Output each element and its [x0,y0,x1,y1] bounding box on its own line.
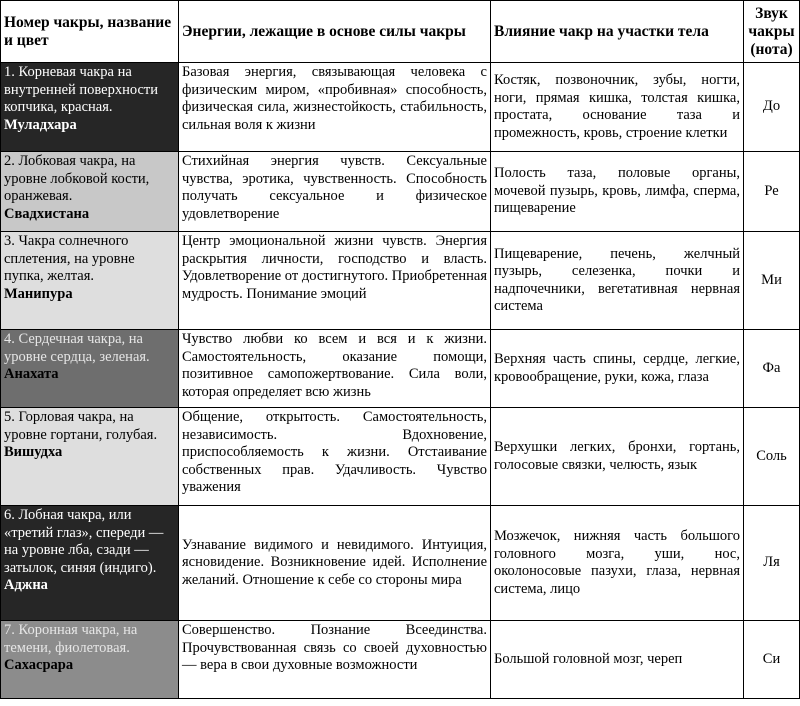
energy-cell: Базовая энергия, связывающая человека с физическим миром, «пробивная» способность, физическая сила, жизнестойкость, стабильность, сильная воля к жизни [179,63,491,152]
note-cell: Ми [744,232,800,330]
chakra-cell [1,506,179,621]
chakra-cell [1,152,179,232]
energy-cell: Стихийная энергия чувств. Сексуальные чувства, эротика, чувственность. Способность получать сексуальное и физическое удовлетворение [179,152,491,232]
chakra-description: 5. Горловая чакра, на уровне гортани, голубая. [4,409,158,443]
chakra-name: Муладхара [4,116,77,133]
body-cell: Верхняя часть спины, сердце, легкие, кровообращение, руки, кожа, глаза [491,330,744,408]
body-cell: Большой головной мозг, череп [491,621,744,699]
note-cell: Фа [744,330,800,408]
table-row [1,330,800,408]
header-body: Влияние чакр на участки тела [491,1,744,63]
chakra-description: 6. Лобная чакра, или «третий глаз», спереди — на уровне лба, сзади — затылок, синяя (индиго). [4,507,164,576]
body-cell: Пищеварение, печень, желчный пузырь, селезенка, почки и надпочечники, вегетативная нервная система [491,232,744,330]
chakra-description: 3. Чакра солнечного сплетения, на уровне пупка, желтая. [4,233,135,284]
table-row [1,506,800,621]
energy-cell: Общение, открытость. Самостоятельность, независимость. Вдохновение, приспособляемость к жизни. Отстаивание собственных прав. Удачливость. Чувство уважения [179,408,491,506]
note-cell: Ля [744,506,800,621]
body-cell: Мозжечок, нижняя часть большого головного мозга, уши, нос, околоносовые пазухи, глаза, нервная система, лицо [491,506,744,621]
note-cell: Соль [744,408,800,506]
chakra-name: Свадхистана [4,205,90,222]
chakra-description: 4. Сердечная чакра, на уровне сердца, зеленая. [4,331,150,365]
chakra-cell [1,232,179,330]
chakra-cell [1,330,179,408]
table-row [1,152,800,232]
note-cell: Си [744,621,800,699]
table-row [1,63,800,152]
chakra-description: 7. Коронная чакра, на темени, фиолетовая. [4,622,138,656]
body-cell: Полость таза, половые органы, мочевой пузырь, кровь, лимфа, сперма, пищеварение [491,152,744,232]
chakra-name: Анахата [4,366,59,382]
energy-cell: Чувство любви ко всем и вся и к жизни. Самостоятельность, оказание помощи, позитивное самопожертвование. Сила воли, которая определяет всю жизнь [179,330,491,408]
chakra-name: Манипура [4,285,73,302]
table-row [1,621,800,699]
chakra-name: Сахасрара [4,657,74,673]
chakra-description: 2. Лобковая чакра, на уровне лобковой кости, оранжевая. [4,153,150,204]
chakra-description: 1. Корневая чакра на внутренней поверхности копчика, красная. [4,64,159,115]
chakra-name: Вишудха [4,444,63,460]
body-cell: Костяк, позвоночник, зубы, ногти, ноги, прямая кишка, толстая кишка, простата, основание таза и промежность, кровь, строение клетки [491,63,744,152]
chakra-cell [1,63,179,152]
chakra-name: Аджна [4,577,48,593]
energy-cell: Узнавание видимого и невидимого. Интуиция, ясновидение. Возникновение идей. Исполнение желаний. Отношение к себе со стороны мира [179,506,491,621]
table-row [1,232,800,330]
header-chakra: Номер чакры, название и цвет [1,1,179,63]
energy-cell: Совершенство. Познание Всеединства. Прочувствованная связь со своей духовностью — вера в свои духовные возможности [179,621,491,699]
energy-cell: Центр эмоциональной жизни чувств. Энергия раскрытия личности, господство и власть. Удовлетворение от достигнутого. Приобретенная мудрость. Понимание эмоций [179,232,491,330]
table-row [1,408,800,506]
note-cell: До [744,63,800,152]
body-cell: Верхушки легких, бронхи, гортань, голосовые связки, челюсть, язык [491,408,744,506]
header-energy: Энергии, лежащие в основе силы чакры [179,1,491,63]
chakra-cell [1,621,179,699]
chakra-cell [1,408,179,506]
note-cell: Ре [744,152,800,232]
header-row [1,1,800,63]
header-note: Звук чакры (нота) [744,1,800,63]
